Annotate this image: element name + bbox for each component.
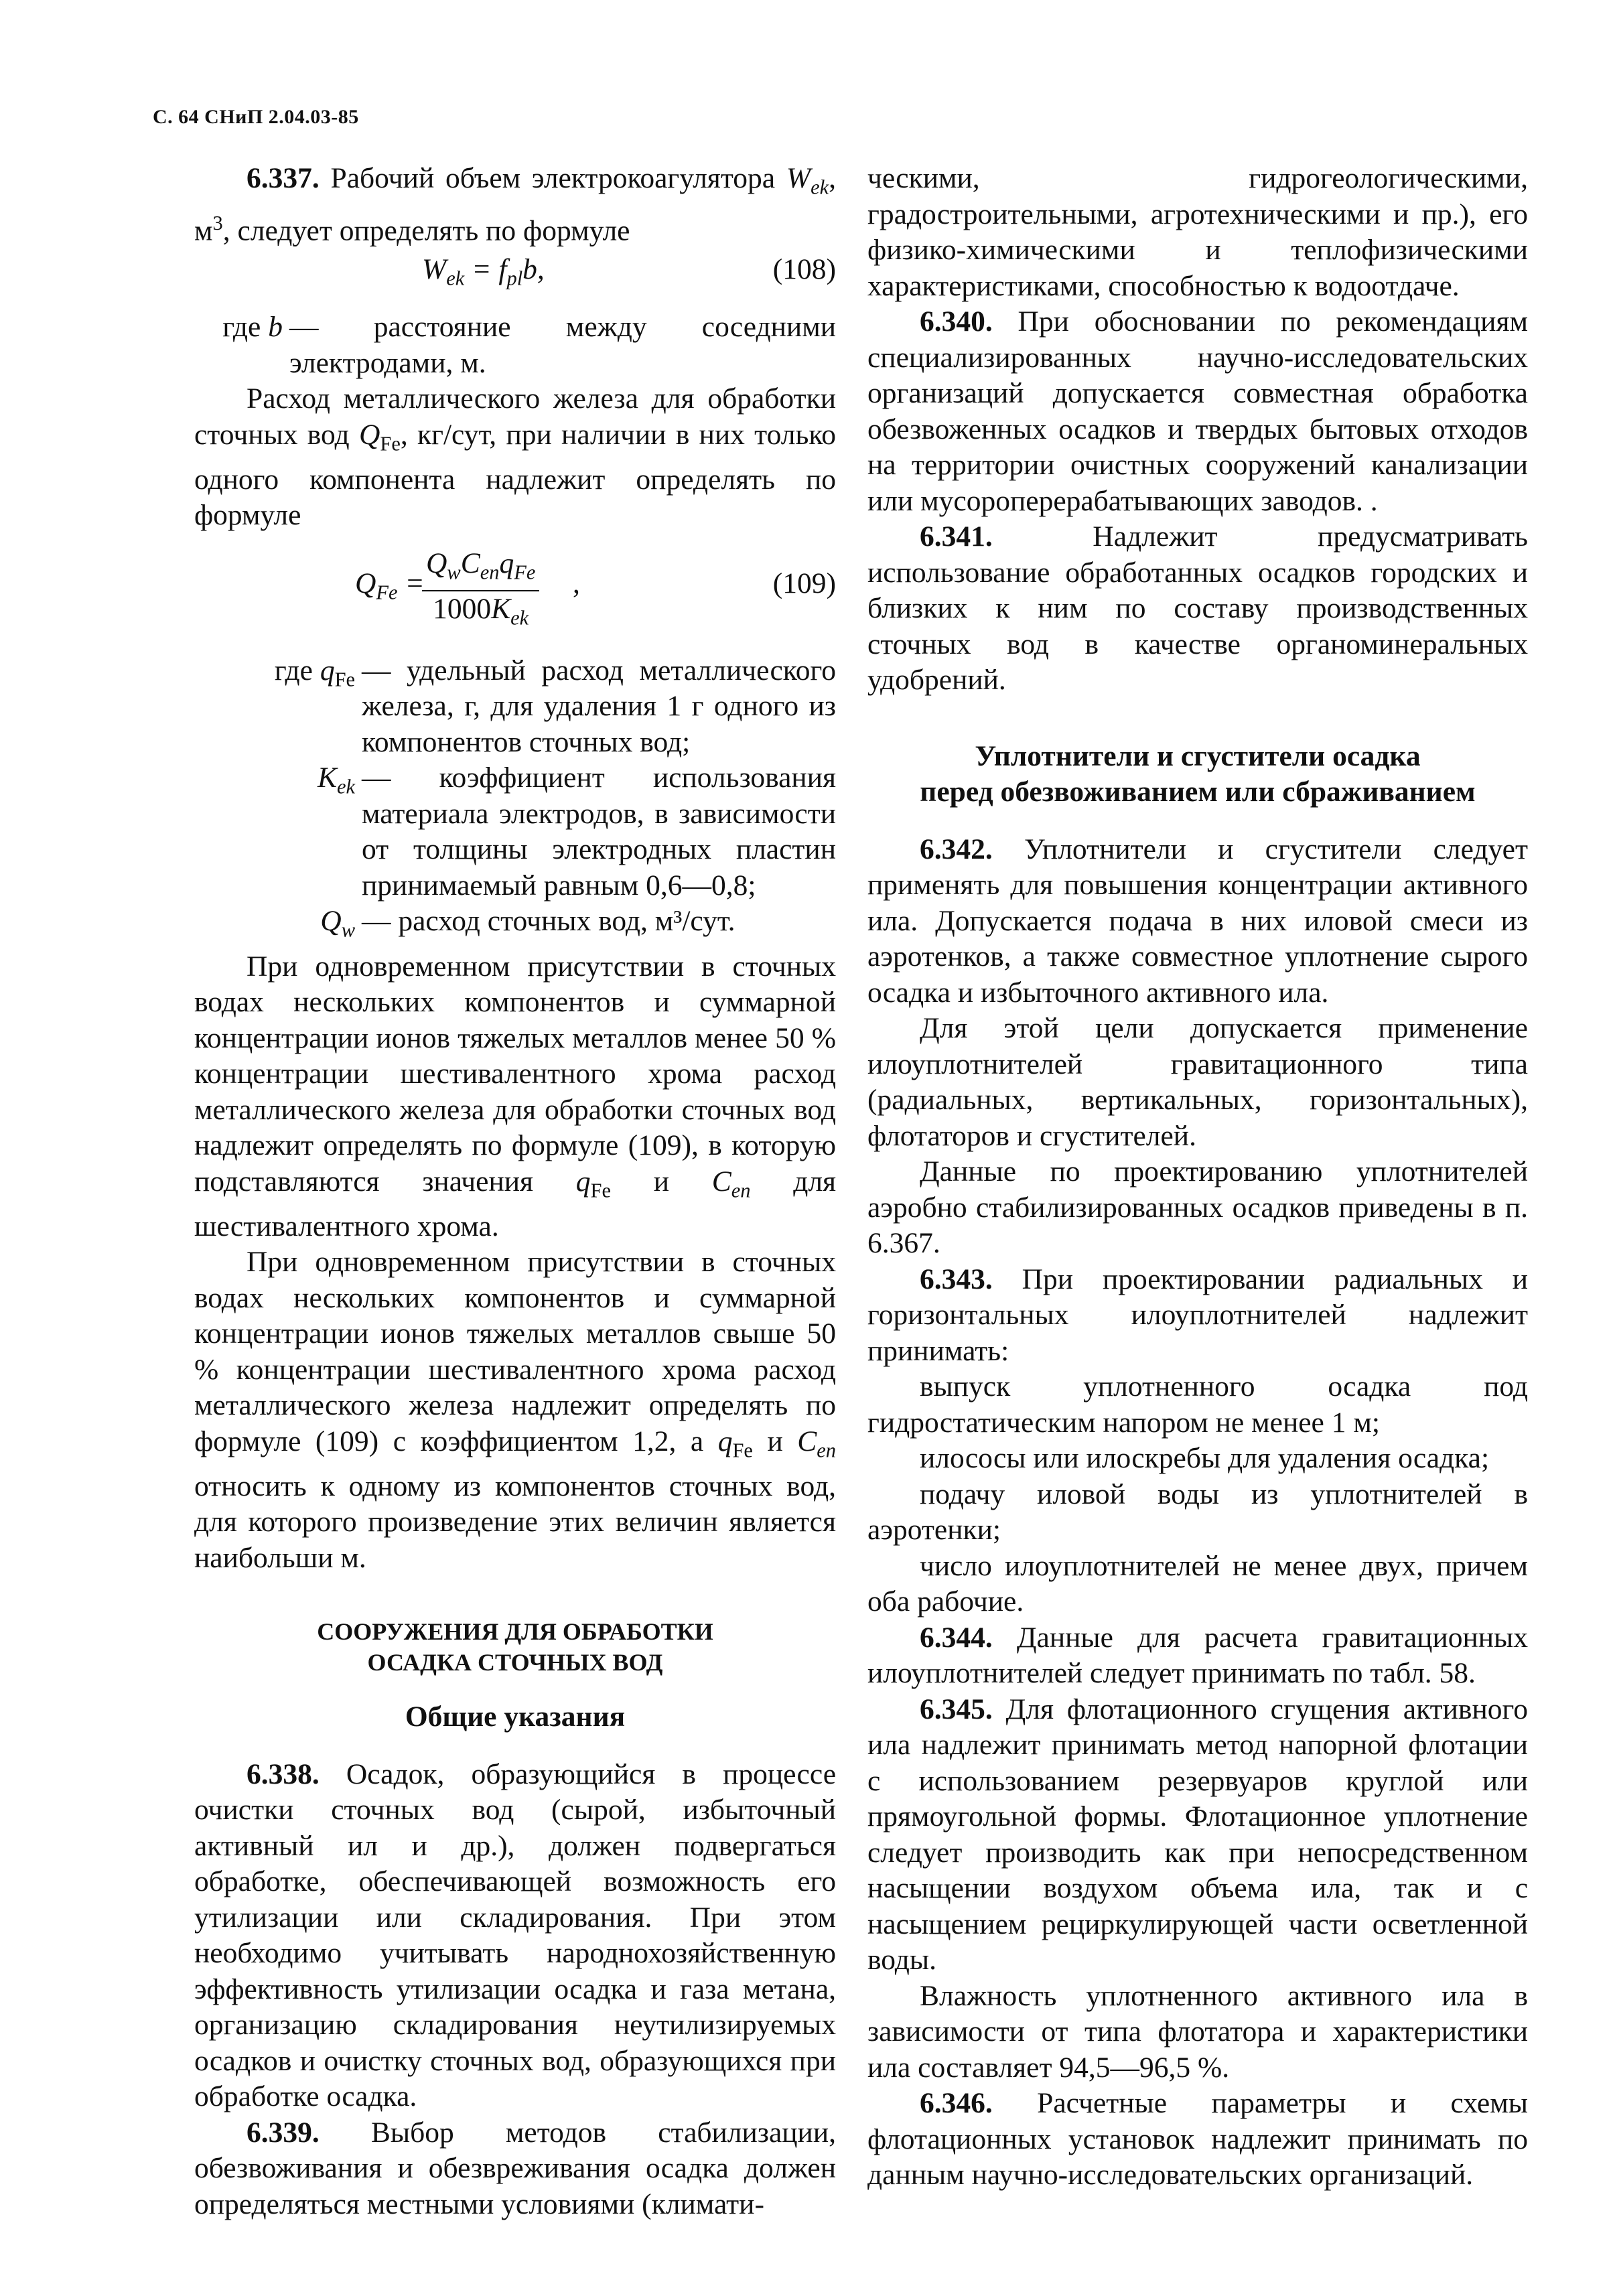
paragraph-6-345: [867, 1692, 1528, 1979]
definition-list: [194, 653, 836, 949]
clause-number: 6.340.: [920, 305, 993, 338]
paragraph-fe: Расход металлического железа для обработки сточных вод $Q_{Fe}$, кг/сут, при наличии в них только одного компонента надлежит определять по формуле: [194, 382, 837, 532]
paragraph-6-343: [867, 1262, 1528, 1370]
section-heading: [867, 739, 1528, 810]
section-title-line: СООРУЖЕНИЯ ДЛЯ ОБРАБОТКИ: [317, 1618, 713, 1646]
text: Данные для расчета гравитационных илоуплотнителей следует принимать по табл. 58.: [867, 1621, 1529, 1689]
text: При одновременном присутствии в сточных водах нескольких компонентов и суммарной концентрации ионов тяжелых металлов свыше 50 % концентрации шестивалентного хрома расход металлического железа надлежит определять по формуле (109) с коэффициентом 1,2, а: [194, 1246, 836, 1457]
clause-number: 6.343.: [920, 1263, 993, 1295]
text: Расчетные параметры и схемы флотационных установок надлежит принимать по данным научно-исследовательских организаций.: [867, 2087, 1528, 2191]
definition-text: — коэффициент использования материала электродов, в зависимости от толщины электродных пластин принимаемый равным 0,6—0,8;: [362, 762, 836, 902]
text: Выбор методов стабилизации, обезвоживания и обезвреживания осадка должен определяться местными условиями (климати-: [194, 2116, 836, 2220]
paragraph-6-344: [867, 1620, 1528, 1692]
left-column: [194, 161, 836, 2222]
clause-number: 6.344.: [920, 1621, 993, 1654]
paragraph-6-341: [867, 519, 1528, 699]
definition-item: $K_{ek}$ — коэффициент использования материала электродов, в зависимости от толщины электродных пластин принимаемый равным 0,6—0,8;: [194, 760, 836, 904]
paragraph-more-50: При одновременном присутствии в сточных водах нескольких компонентов и суммарной концентрации ионов тяжелых металлов свыше 50 % концентрации шестивалентного хрома расход металлического железа надлежит определять по формуле (109) с коэффициентом 1,2, а $q_{Fe}$ и $C_{en}$ относить к одному из компонентов сточных вод, для которого произведение этих величин является наибольши м.: [194, 1246, 837, 1574]
definition-list: [194, 309, 836, 381]
text: , следует определять по формуле: [222, 214, 630, 247]
where-word: где: [274, 654, 313, 687]
heading-line: перед обезвоживанием или сбраживанием: [920, 776, 1476, 808]
clause-number: 6.342.: [920, 833, 993, 865]
section-title: [194, 1616, 836, 1678]
paragraph-6-345-b: Влажность уплотненного активного ила в зависимости от типа флотатора и характеристики ила составляет 94,5—96,5 %.: [867, 1979, 1528, 2084]
text: и: [767, 1425, 783, 1457]
list-item: подачу иловой воды из уплотнителей в аэротенки;: [867, 1478, 1528, 1546]
section-title-line: ОСАДКА СТОЧНЫХ ВОД: [367, 1649, 663, 1676]
formula-fraction: $Q_wC_{en}q_{Fe}$ $1000K_{ek}$: [422, 546, 539, 635]
text: Рабочий объем электрокоагулятора: [330, 162, 776, 194]
text: При одновременном присутствии в сточных водах нескольких компонентов и суммарной концентрации ионов тяжелых металлов менее 50 % концентрации шестивалентного хрома расход металлического железа для обработки сточных вод надлежит определять по формуле (109), в которую подставляются значения: [194, 950, 836, 1198]
formula-number: (108): [772, 253, 836, 286]
clause-number: 6.338.: [247, 1757, 320, 1790]
paragraph-6-342-b: Для этой цели допускается применение илоуплотнителей гравитационного типа (радиальных, вертикальных, горизонтальных), флотаторов и сгустителей.: [867, 1012, 1528, 1152]
text: и: [653, 1165, 669, 1198]
formula-109: $Q_{Fe}$ = $Q_wC_{en}q_{Fe}$ $1000K_{ek}$ , (109): [194, 546, 836, 626]
paragraph-6-338: [194, 1757, 836, 2115]
right-column: [867, 161, 1528, 2194]
list-item: число илоуплотнителей не менее двух, причем оба рабочие.: [867, 1549, 1528, 1618]
text: относить к одному из компонентов сточных вод, для которого произведение этих величин является наибольши м.: [194, 1469, 836, 1574]
list-item: выпуск уплотненного осадка под гидростатическим напором не менее 1 м;: [867, 1370, 1528, 1439]
subsection-title: Общие указания: [405, 1701, 626, 1733]
text: Расход металлического железа для обработки сточных вод: [194, 382, 836, 451]
definition-text: — расход сточных вод, м³/сут.: [362, 905, 735, 938]
formula-lhs: $Q_{Fe}$ =: [355, 567, 425, 604]
clause-number: 6.337.: [247, 162, 320, 194]
paragraph-6-340: [867, 304, 1528, 519]
text: для шестивалентного хрома.: [194, 1165, 837, 1242]
clause-number: 6.345.: [920, 1693, 993, 1725]
definition-item: где $q_{Fe}$ — удельный расход металлического железа, г, для удаления 1 г одного из компонентов сточных вод;: [194, 653, 836, 761]
text: Осадок, образующийся в процессе очистки сточных вод (сырой, избыточный активный ил и др.), должен подвергаться обработке, обеспечивающей возможность его утилизации или складирования. При этом необходимо учитывать народнохозяйственную эффективность утилизации осадка и газа метана, организацию складирования неутилизируемых осадков и очистку сточных вод, образующихся при обработке осадка.: [194, 1757, 836, 2113]
text: При проектировании радиальных и горизонтальных илоуплотнителей надлежит принимать:: [867, 1263, 1529, 1367]
definition-text: — расстояние между соседними электродами, м.: [289, 311, 836, 379]
paragraph-less-50: При одновременном присутствии в сточных водах нескольких компонентов и суммарной концентрации ионов тяжелых металлов менее 50 % концентрации шестивалентного хрома расход металлического железа для обработки сточных вод надлежит определять по формуле (109), в которую подставляются значения $q_{Fe}$ и $C_{en}$ для шестивалентного хрома.: [194, 950, 837, 1242]
formula-number: (109): [772, 567, 836, 599]
heading-line: Уплотнители и сгустители осадка: [975, 739, 1421, 772]
paragraph-6-337: 6.337. Рабочий объем электрокоагулятора $W_{ek}$, $м^3$, следует определять по формуле: [194, 162, 837, 247]
text: , м: [194, 162, 837, 247]
page-header: С. 64 СНиП 2.04.03-85: [153, 106, 359, 128]
clause-number: 6.339.: [247, 2116, 320, 2149]
text: При обосновании по рекомендациям специализированных научно-исследовательских организаций допускается совместная обработка обезвоженных осадков и твердых бытовых отходов на территории очистных сооружений канализации или мусороперерабатывающих заводов. .: [867, 305, 1528, 517]
text: Для флотационного сгущения активного ила надлежит принимать метод напорной флотации с использованием резервуаров круглой или прямоугольной формы. Флотационное уплотнение следует производить как при непосредственном насыщении воздухом объема ила, так и с насыщением рециркулирующей части осветленной воды.: [867, 1693, 1529, 1976]
text: Уплотнители и сгустители следует применять для повышения концентрации активного ила. Допускается подача в них иловой смеси из аэротенков, а также совместное уплотнение сырого осадка и избыточного активного ила.: [867, 833, 1529, 1009]
paragraph-6-342-c: Данные по проектированию уплотнителей аэробно стабилизированных осадков приведены в п. 6.367.: [867, 1155, 1528, 1259]
where-word: где: [222, 311, 261, 344]
text: , кг/сут, при наличии в них только одного компонента надлежит определять по формуле: [194, 418, 837, 532]
definition-text: — удельный расход металлического железа, г, для удаления 1 г одного из компонентов сточных вод;: [362, 654, 836, 758]
formula-constant: 1000: [433, 592, 492, 625]
clause-number: 6.346.: [920, 2087, 993, 2119]
paragraph-6-346: [867, 2086, 1528, 2194]
formula-expression: $W_{ek} = f_{pl}b$,: [422, 253, 545, 290]
paragraph-6-339: [194, 2115, 836, 2223]
definition-item: где b — расстояние между соседними электродами, м.: [194, 309, 836, 381]
definition-item: $Q_w$ — расход сточных вод, м³/сут.: [194, 904, 836, 948]
clause-number: 6.341.: [920, 520, 993, 553]
list-item: илососы или илоскребы для удаления осадка;: [920, 1442, 1490, 1474]
formula-108: [194, 252, 836, 300]
paragraph-continuation: ческими, гидрогеологическими, градостроительными, агротехническими и пр.), его физико-химическими и теплофизическими характеристиками, способностью к водоотдаче.: [867, 162, 1528, 302]
paragraph-6-342: [867, 832, 1528, 1011]
text: Надлежит предусматривать использование обработанных осадков городских и близких к ним по составу производственных сточных вод в качестве органоминеральных удобрений.: [867, 520, 1528, 696]
